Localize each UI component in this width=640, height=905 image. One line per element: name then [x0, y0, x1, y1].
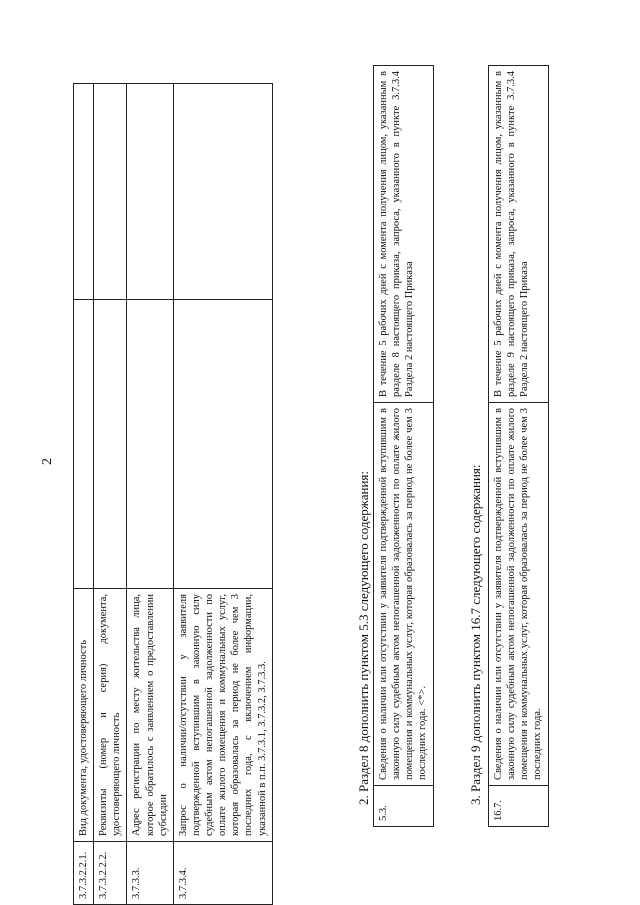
row-term: В течение 5 рабочих дней с момента получения лицом, указанным в разделе 8 настоящего приказа, запроса, указанного в пункте 3.7.3.4 Раздела 2 настоящего Приказа: [374, 66, 434, 403]
empty-cell: [74, 84, 94, 300]
section-2-heading: 2. Раздел 8 дополнить пунктом 5.3 следующего содержания:: [356, 471, 371, 805]
section-3-heading: 3. Раздел 9 дополнить пунктом 16.7 следующего содержания:: [468, 464, 483, 805]
row-text: Вид документа, удостоверяющего личность: [74, 589, 94, 842]
row-info: Сведения о наличии или отсутствии у заявителя подтвержденной вступившим в законную силу судебным актом непогашенной задолженности по оплате жилого помещения и коммунальных услуг, которая образовалась за период не более чем 3 последних года. <*>.: [374, 403, 434, 786]
top-table: [73, 83, 273, 905]
section-2-table: [373, 65, 434, 827]
empty-cell: [127, 300, 173, 589]
empty-cell: [127, 84, 173, 300]
row-text: Запрос о наличии/отсутствии у заявителя подтвержденной вступившим в законную силу судебным актом непогашенной задолженности по оплате жилого помещения и коммунальных услуг, которая образовалась за период не более чем 3 последних года, с включением информации, указанной в п.п. 3.7.3.1, 3.7.3.2, 3.7.3.3.: [173, 589, 272, 842]
row-term: В течение 5 рабочих дней с момента получения лицом, указанным в разделе 9 настоящего приказа, запроса, указанного в пункте 3.7.3.4 Раздела 2 настоящего Приказа: [489, 66, 549, 403]
table-row: [127, 84, 173, 905]
row-info: Сведения о наличии или отсутствии у заявителя подтвержденной вступившим в законную силу судебным актом непогашенной задолженности по оплате жилого помещения и коммунальных услуг, которая образовалась за период не более чем 3 последних года.: [489, 403, 549, 786]
empty-cell: [94, 300, 127, 589]
table-row: [374, 66, 434, 827]
row-text: Адрес регистрации по месту жительства лица, которое обратилось с заявлением о предоставлении субсидии: [127, 589, 173, 842]
empty-cell: [173, 84, 272, 300]
row-number: 16.7.: [489, 786, 549, 827]
table-row: [489, 66, 549, 827]
empty-cell: [74, 300, 94, 589]
table-row: [94, 84, 127, 905]
row-number: 3.7.3.2.2.2.: [94, 842, 127, 905]
empty-cell: [94, 84, 127, 300]
empty-cell: [173, 300, 272, 589]
table-row: [173, 84, 272, 905]
page-number: 2: [40, 458, 55, 465]
row-number: 3.7.3.2.2.1.: [74, 842, 94, 905]
row-text: Реквизиты (номер и серия) документа, удостоверяющего личность: [94, 589, 127, 842]
row-number: 5.3.: [374, 786, 434, 827]
row-number: 3.7.3.3.: [127, 842, 173, 905]
table-row: [74, 84, 94, 905]
section-3-table: [488, 65, 549, 827]
row-number: 3.7.3.4.: [173, 842, 272, 905]
